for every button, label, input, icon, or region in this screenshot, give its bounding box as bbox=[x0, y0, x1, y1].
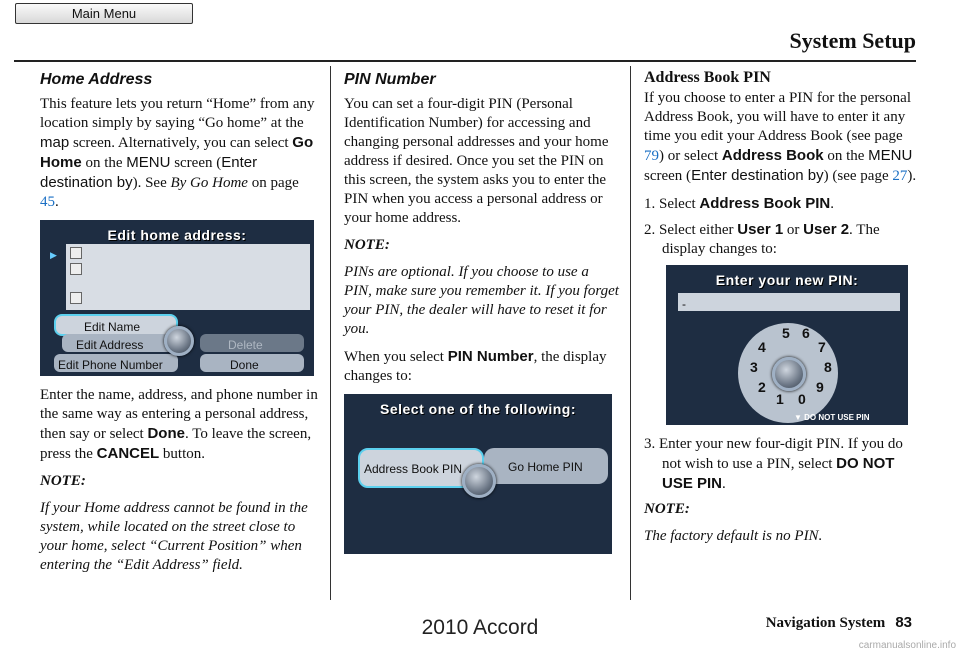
main-menu-button[interactable]: Main Menu bbox=[15, 3, 193, 24]
do-not-use-pin-option[interactable]: ▼ DO NOT USE PIN bbox=[794, 413, 870, 422]
column-divider bbox=[630, 66, 631, 600]
steps-list bbox=[644, 194, 919, 259]
note-pin: PINs are optional. If you choose to use a PIN, make sure you remember it. If you forget your PIN, the dealer will have to reset it for you. bbox=[344, 264, 619, 337]
go-home-pin-button[interactable]: Go Home PIN bbox=[484, 448, 608, 484]
watermark: carmanualsonline.info bbox=[858, 640, 956, 651]
delete-button[interactable]: Delete bbox=[200, 334, 304, 352]
digit-6[interactable]: 6 bbox=[802, 325, 810, 341]
footer-model-label: 2010 Accord bbox=[421, 616, 539, 639]
cursor-arrow-icon: ▶ bbox=[50, 250, 57, 260]
digit-7[interactable]: 7 bbox=[818, 339, 826, 355]
note-factory-default: The factory default is no PIN. bbox=[644, 528, 823, 544]
edit-home-address-screenshot: Edit home address: ▶ Edit Name Edit Address Delete Edit Phone Number Done bbox=[40, 220, 314, 376]
pin-number-intro: You can set a four-digit PIN (Personal Identification Number) for accessing and changing personal addresses and your home address if desired. Once you set the PIN on this screen, the system asks you to enter the PIN when you access a personal address or your home address. bbox=[344, 96, 609, 226]
note-heading: NOTE: bbox=[644, 501, 690, 517]
heading-home-address: Home Address bbox=[40, 71, 153, 88]
digit-0[interactable]: 0 bbox=[798, 391, 806, 407]
heading-pin-number: PIN Number bbox=[344, 71, 436, 88]
home-address-instructions: Enter the name, address, and phone number in the same way as entering a personal address, then say or select Done. To leave the screen, press the CANCEL button. bbox=[40, 387, 318, 462]
column-address-book-pin bbox=[644, 68, 919, 554]
step-3: 3. Enter your new four-digit PIN. If you do not wish to use a PIN, select DO NOT USE PIN. bbox=[644, 436, 903, 492]
name-icon bbox=[70, 247, 82, 259]
page-link-79[interactable]: 79 bbox=[644, 148, 659, 164]
edit-phone-number-button[interactable]: Edit Phone Number bbox=[54, 354, 178, 372]
steps-list-continued bbox=[644, 435, 919, 494]
address-display-area bbox=[66, 244, 310, 310]
digit-4[interactable]: 4 bbox=[758, 339, 766, 355]
home-address-intro: This feature lets you return “Home” from any location simply by saying “Go home” at the map screen. Alternatively, you can select Go Home on the MENU screen (Enter destination by). See By Go Home on page 45. bbox=[40, 96, 315, 210]
edit-name-button[interactable]: Edit Name bbox=[54, 314, 178, 336]
note-heading: NOTE: bbox=[40, 473, 86, 489]
phone-icon bbox=[70, 292, 82, 304]
step-1: 1. Select Address Book PIN. bbox=[644, 195, 835, 212]
step-2: 2. Select either User 1 or User 2. The display changes to: bbox=[644, 221, 880, 257]
note-heading: NOTE: bbox=[344, 237, 390, 253]
edit-address-button[interactable]: Edit Address bbox=[62, 334, 182, 352]
column-divider bbox=[330, 66, 331, 600]
digit-3[interactable]: 3 bbox=[750, 359, 758, 375]
page-link-45[interactable]: 45 bbox=[40, 194, 55, 210]
address-icon bbox=[70, 263, 82, 275]
digit-2[interactable]: 2 bbox=[758, 379, 766, 395]
pin-number-select: When you select PIN Number, the display changes to: bbox=[344, 348, 607, 384]
address-book-pin-button[interactable]: Address Book PIN bbox=[358, 448, 484, 488]
digit-5[interactable]: 5 bbox=[782, 325, 790, 341]
page-link-27[interactable]: 27 bbox=[892, 168, 908, 184]
joystick-knob-icon bbox=[462, 464, 496, 498]
joystick-knob-icon bbox=[772, 357, 806, 391]
done-button[interactable]: Done bbox=[200, 354, 304, 372]
enter-pin-screenshot: Enter your new PIN: - 5 6 7 8 9 0 1 2 3 4 ▼ DO NOT USE PIN bbox=[666, 265, 908, 425]
column-home-address bbox=[40, 68, 320, 583]
joystick-knob-icon bbox=[164, 326, 194, 356]
select-pin-type-screenshot: Select one of the following: Address Book PIN Go Home PIN bbox=[344, 394, 612, 554]
heading-address-book-pin: Address Book PIN bbox=[644, 69, 771, 86]
footer-section: Navigation System 83 bbox=[765, 614, 912, 631]
page-title: System Setup bbox=[789, 28, 916, 53]
digit-9[interactable]: 9 bbox=[816, 379, 824, 395]
note-home-address: If your Home address cannot be found in the system, while located on the street close to your home, select “Current Position” when entering the “Edit Address” field. bbox=[40, 500, 308, 573]
address-book-pin-intro: If you choose to enter a PIN for the personal Address Book, you will have to enter it any time you edit your Address Book (see page 79) or select Address Book on the MENU screen (Enter destination by) (see page 27). bbox=[644, 90, 917, 184]
column-pin-number bbox=[344, 68, 619, 554]
page-number: 83 bbox=[895, 614, 912, 631]
digit-1[interactable]: 1 bbox=[776, 391, 784, 407]
digit-8[interactable]: 8 bbox=[824, 359, 832, 375]
title-rule bbox=[14, 60, 916, 62]
pin-entry-field[interactable]: - bbox=[678, 293, 900, 311]
